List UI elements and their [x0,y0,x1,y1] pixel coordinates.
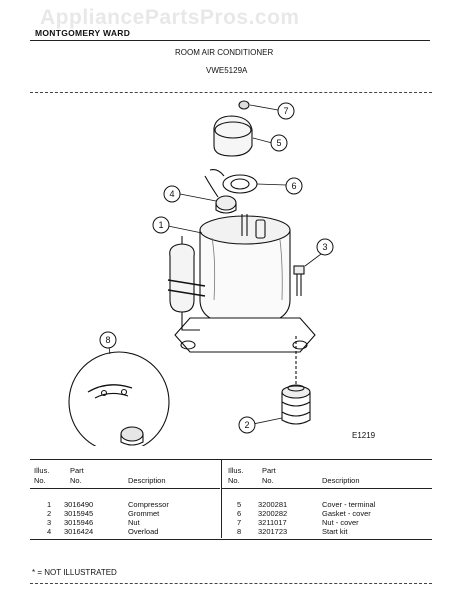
model-number: VWE5129A [206,66,248,75]
part-no: 3200282 [258,509,288,518]
part-no: 3016490 [64,500,94,509]
part-desc: Cover - terminal [322,500,376,509]
part-desc: Start kit [322,527,348,536]
exploded-parts-diagram [0,94,464,446]
svg-text:2: 2 [244,420,250,430]
bolt-part [294,266,304,296]
footnote: * = NOT ILLUSTRATED [32,568,117,577]
part-no: 3211017 [258,518,287,527]
callout-3 [317,239,333,255]
figure-code: E1219 [352,431,376,440]
right-col-desc-label: Description [322,476,360,485]
callout-4 [164,186,180,202]
bottom-dashed-rule [30,583,432,584]
illus-no: 6 [237,509,242,518]
svg-text:3: 3 [322,242,328,252]
left-col-illus-label-2: No. [34,476,46,485]
svg-text:1: 1 [158,220,164,230]
compressor-part [175,214,315,352]
callout-2 [239,417,255,433]
part-desc: Grommet [128,509,160,518]
left-col-part-label-2: No. [70,476,82,485]
svg-text:5: 5 [276,138,282,148]
part-desc: Overload [128,527,159,536]
right-col-part-label: Part [262,466,276,475]
part-no: 3201723 [258,527,288,536]
illus-no: 7 [237,518,242,527]
page-title: ROOM AIR CONDITIONER [175,48,274,57]
left-col-part-label: Part [70,466,84,475]
callout-1 [153,217,169,233]
overload-part [205,176,236,213]
part-desc: Nut [128,518,140,527]
illus-no: 2 [47,509,52,518]
callout-5 [271,135,287,151]
svg-text:8: 8 [105,335,111,345]
part-desc: Compressor [128,500,169,509]
left-header-rule [30,488,220,489]
table-center-divider [221,460,222,538]
right-col-illus-label-2: No. [228,476,240,485]
brand-name: MONTGOMERY WARD [35,28,131,38]
part-no: 3200281 [258,500,288,509]
callout-7 [278,103,294,119]
table-top-rule [30,459,432,460]
illus-no: 5 [237,500,242,509]
svg-text:7: 7 [283,106,289,116]
left-col-illus-label: Illus. [34,466,50,475]
right-col-part-label-2: No. [262,476,274,485]
part-no: 3016424 [64,527,94,536]
header-rule [30,40,430,41]
svg-text:4: 4 [169,189,175,199]
right-col-illus-label: Illus. [228,466,244,475]
part-desc: Nut - cover [322,518,359,527]
top-dashed-rule [30,92,432,93]
illus-no: 4 [47,527,52,536]
illus-no: 1 [47,500,52,509]
right-header-rule [222,488,432,489]
callout-6 [286,178,302,194]
gasket-part [210,170,257,193]
part-no: 3015946 [64,518,94,527]
illus-no: 8 [237,527,242,536]
start-kit-inset [69,352,169,446]
part-no: 3015945 [64,509,94,518]
illus-no: 3 [47,518,52,527]
cover-nut-part [239,101,249,109]
callout-8 [100,332,116,348]
watermark: AppliancePartsPros.com [40,6,300,29]
svg-text:6: 6 [291,181,297,191]
terminal-cover-part [214,116,252,156]
part-desc: Gasket - cover [322,509,371,518]
left-col-desc-label: Description [128,476,166,485]
table-bottom-rule [30,539,432,540]
